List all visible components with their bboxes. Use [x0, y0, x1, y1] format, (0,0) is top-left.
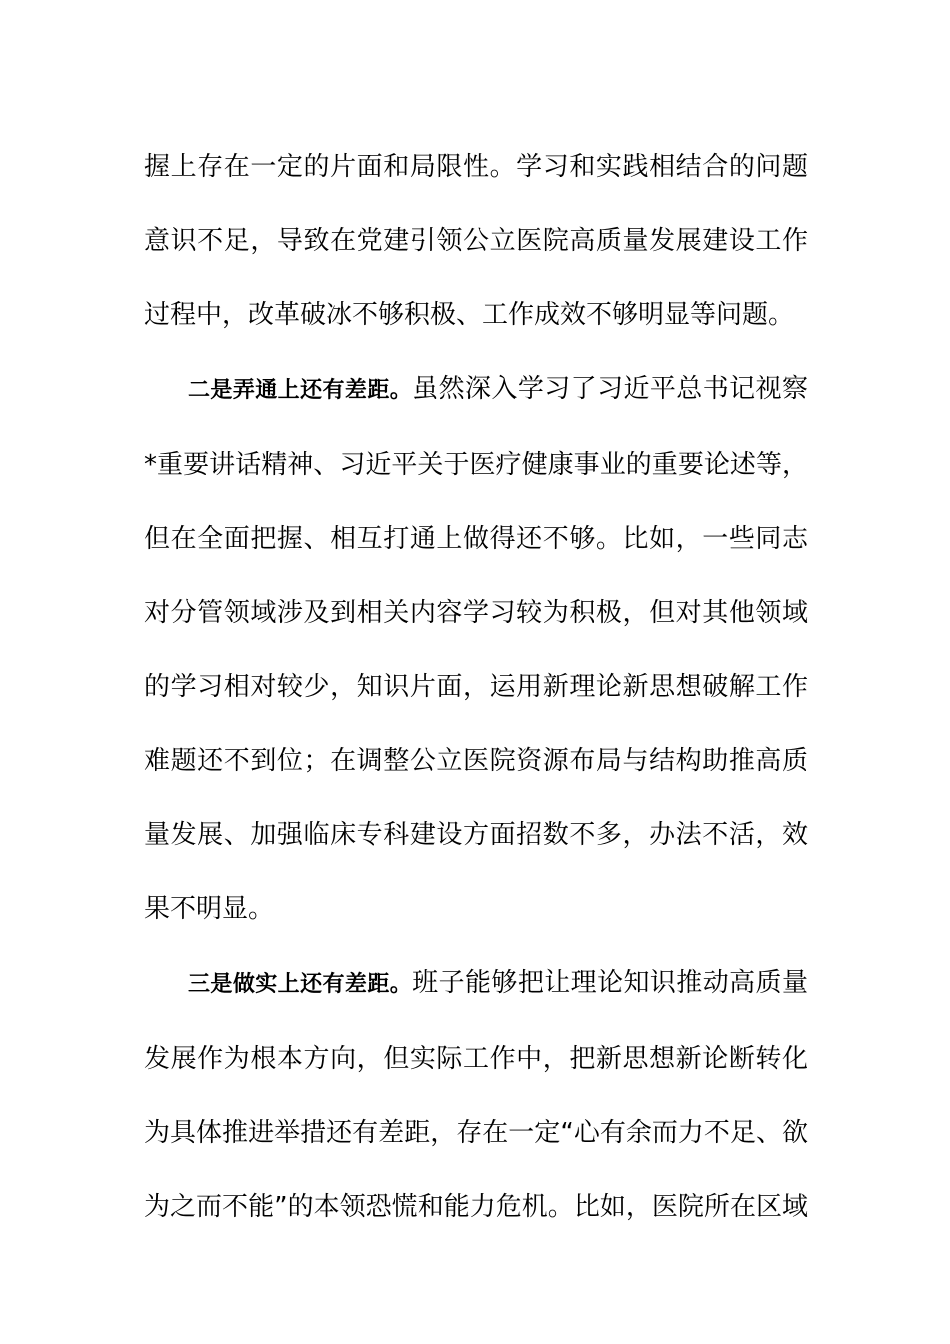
- paragraph-lead: 二是弄通上还有差距。: [188, 378, 413, 403]
- text-line: 量发展、加强临床专科建设方面招数不多，办法不活，效: [144, 820, 808, 850]
- text-line: 意识不足，导致在党建引领公立医院高质量发展建设工作: [144, 226, 808, 256]
- text-segment: 虽然深入学习了习近平总书记视察: [412, 374, 808, 404]
- text-line: 为具体推进举措还有差距，存在一定“心有余而力不足、欲: [144, 1118, 808, 1148]
- text-line: *重要讲话精神、习近平关于医疗健康事业的重要论述等，: [144, 450, 808, 480]
- paragraph-1: [144, 130, 808, 352]
- text-line: 的学习相对较少，知识片面，运用新理论新思想破解工作: [144, 672, 808, 702]
- document-body: [144, 130, 808, 1244]
- text-line: 为之而不能”的本领恐慌和能力危机。比如，医院所在区域: [144, 1192, 808, 1222]
- text-line: 对分管领域涉及到相关内容学习较为积极，但对其他领域: [144, 598, 808, 628]
- paragraph-3: [144, 946, 808, 1244]
- text-line-first: [144, 946, 808, 1022]
- paragraph-2: [144, 352, 808, 946]
- text-line: 但在全面把握、相互打通上做得还不够。比如，一些同志: [144, 524, 808, 554]
- text-line: 握上存在一定的片面和局限性。学习和实践相结合的问题: [144, 152, 808, 182]
- text-line: 果不明显。: [144, 894, 275, 924]
- paragraph-lead: 三是做实上还有差距。: [188, 972, 413, 997]
- text-line: 过程中，改革破冰不够积极、工作成效不够明显等问题。: [144, 300, 795, 330]
- text-line: 难题还不到位；在调整公立医院资源布局与结构助推高质: [144, 746, 808, 776]
- text-segment: 班子能够把让理论知识推动高质量: [412, 968, 808, 998]
- text-line-first: [144, 352, 808, 428]
- text-line: 发展作为根本方向，但实际工作中，把新思想新论断转化: [144, 1044, 808, 1074]
